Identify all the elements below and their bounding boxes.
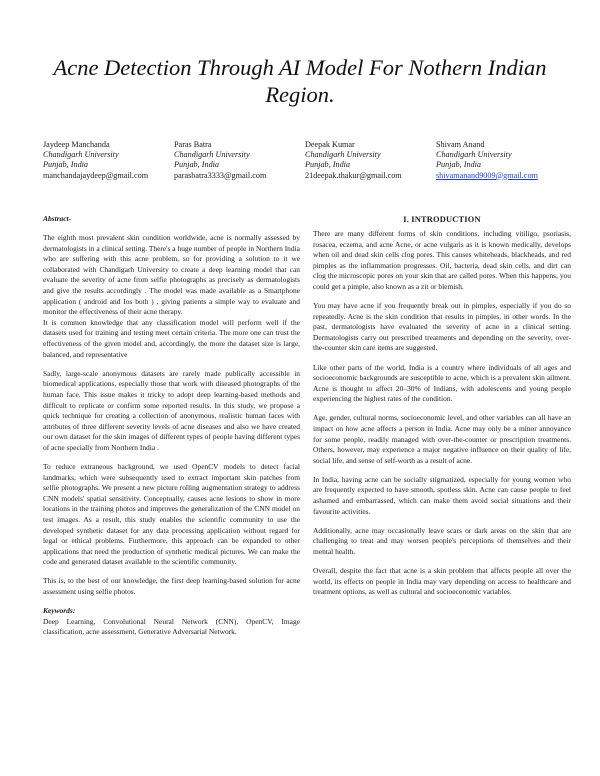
author-email: parasbatra3333@gmail.com: [174, 170, 267, 180]
abstract-paragraph: Sadly, large-scale anonymous datasets are rarely made publically accessible in biomedical applications, especially those that work with diseased photographs of the human face. This issue makes it tricky to adopt deep learning-based methods and difficult to replicate or confirm some reported results. In this study, we propose a quick technique for creating a collection of anonymous, realistic human faces with attributes of three different severity levels of acne diseases and also we have created our own dataset for the skin images of different types of people having different types of acne specially from Northern India .: [43, 368, 300, 452]
author-location: Punjab, India: [43, 160, 89, 170]
author-block: [43, 140, 563, 180]
abstract-heading: Abstract-: [43, 214, 72, 223]
author-name: Jaydeep Manchanda: [43, 140, 110, 149]
intro-paragraph: Overall, despite the fact that acne is a skin problem that affects people all over the world, its effects on people in India may vary depending on access to healthcare and treatment options, as well as cultural and socioeconomic variables.: [313, 566, 571, 597]
intro-paragraph: In India, having acne can be socially stigmatized, especially for young women who are frequently expected to have smooth, spotless skin. Acne can cause people to feel ashamed and embarrassed, which can make them avoid social situations and their favourite activities.: [313, 474, 571, 516]
author-1: [43, 140, 148, 181]
author-3: [305, 140, 402, 181]
author-location: Punjab, India: [305, 160, 351, 170]
author-location: Punjab, India: [436, 160, 482, 170]
author-4: [436, 140, 538, 181]
left-column: [43, 214, 300, 646]
abstract-paragraph: It is common knowledge that any classification model will perform well if the datasets used for training and testing meet certain criteria. The more one can trust the effectiveness of the given model and, accordingly, the more the dataset size is large, balanced, and representative: [43, 317, 300, 359]
abstract-paragraph: To reduce extraneous background, we used OpenCV models to detect facial landmarks, which were subsequently used to extract important skin patches from selfie photographs. We present a new picture rolling augmentation strategy to address CNN models' spatial sensitivity. Conceptually, causes acne lesions to show in more locations in the training photos and improves the generalization of the CNN model on test images. As a result, this study enables the scientific community to use the developed synthetic dataset for any data processing application without regard for legal or ethical problems. Furthermore, this approach can be expanded to other applications that need the production of synthetic medical pictures. We can make the code and generated dataset available to the scientific community.: [43, 461, 300, 567]
intro-paragraph: Like other parts of the world, India is a country where individuals of all ages and socioeconomic backgrounds are susceptible to acne, which is a prevalent skin ailment. Acne is thought to affect 20–30% of Indians, with adolescents and young people experiencing the highest rates of the condition.: [313, 362, 571, 404]
abstract-paragraph: The eighth most prevalent skin condition worldwide, acne is normally assessed by dermatologists in a clinical setting. There's a huge number of people in Northern India who are suffering with this acne problem, so for providing a solution to it we collaborated with Chandigarh University to create a deep learning model that can evaluate the severity of acne from selfie photographs as precisely as dermatologists and give the results accordingly . The model was made available as a Smartphone application ( android and Ios both ) , giving patients a simple way to evaluate and monitor the effectiveness of their acne therapy.: [43, 233, 300, 317]
author-affiliation: Chandigarh University: [305, 150, 381, 160]
intro-paragraph: There are many different forms of skin conditions, including vitiligo, psoriasis, rosacea, eczema, and acne Acne, or acne vulgaris as it is known medically, develops when oil and dead skin cells clog pores. This causes whiteheads, blackheads, and red pimples as the inflammation progresses. Oil, bacteria, dead skin cells, and dirt can clog the microscopic pores on your skin that are called pores. When this happens, you could get a pimple, also known as a zit or blemish.: [313, 229, 571, 291]
intro-paragraph: Additionally, acne may occasionally leave scars or dark areas on the skin that are challenging to treat and may worsen people's perceptions of themselves and their mental health.: [313, 525, 571, 556]
author-name: Paras Batra: [174, 140, 212, 149]
author-name: Deepak Kumar: [305, 140, 355, 149]
keywords-heading: Keywords:: [43, 606, 76, 616]
intro-paragraph: You may have acne if you frequently break out in pimples, especially if you do so repeatedly. Acne is the skin condition that results in pimples, in other words. In the past, dermatologists have evaluated the severity of acne in a clinical setting. Dermatologists carry out prescribed treatments and depending on the severity, over-the-counter skin care items are suggested.: [313, 301, 571, 353]
author-email-link[interactable]: shivamanand9009@gmail.com: [436, 170, 538, 180]
right-column: [313, 214, 571, 606]
paper-title: Acne Detection Through AI Model For Nothern Indian Region.: [53, 55, 547, 107]
author-2: [174, 140, 266, 181]
abstract-paragraph: This is, to the best of our knowledge, the first deep learning-based solution for acne assessment using selfie photos.: [43, 576, 300, 596]
author-affiliation: Chandigarh University: [174, 150, 250, 160]
section-heading-introduction: I. INTRODUCTION: [403, 215, 481, 224]
intro-paragraph: Age, gender, cultural norms, socioeconomic level, and other variables can all have an impact on how acne affects a person in India. Acne may only be a minor annoyance for some people, readily managed with over-the-counter or prescription treatments. Others, however, may experience a major negative influence on their quality of life, social life, and sense of self-worth as a result of acne.: [313, 413, 571, 465]
keywords-text: Deep Learning, Convolutional Neural Network (CNN), OpenCV, Image classification, acne assessment, Generative Adversarial Network.: [43, 616, 300, 637]
author-affiliation: Chandigarh University: [436, 150, 512, 160]
author-name: Shivam Anand: [436, 140, 485, 149]
author-email: 21deepak.thakur@gmail.com: [305, 170, 402, 180]
author-location: Punjab, India: [174, 160, 220, 170]
author-email: manchandajaydeep@gmail.com: [43, 170, 149, 180]
author-affiliation: Chandigarh University: [43, 150, 119, 160]
